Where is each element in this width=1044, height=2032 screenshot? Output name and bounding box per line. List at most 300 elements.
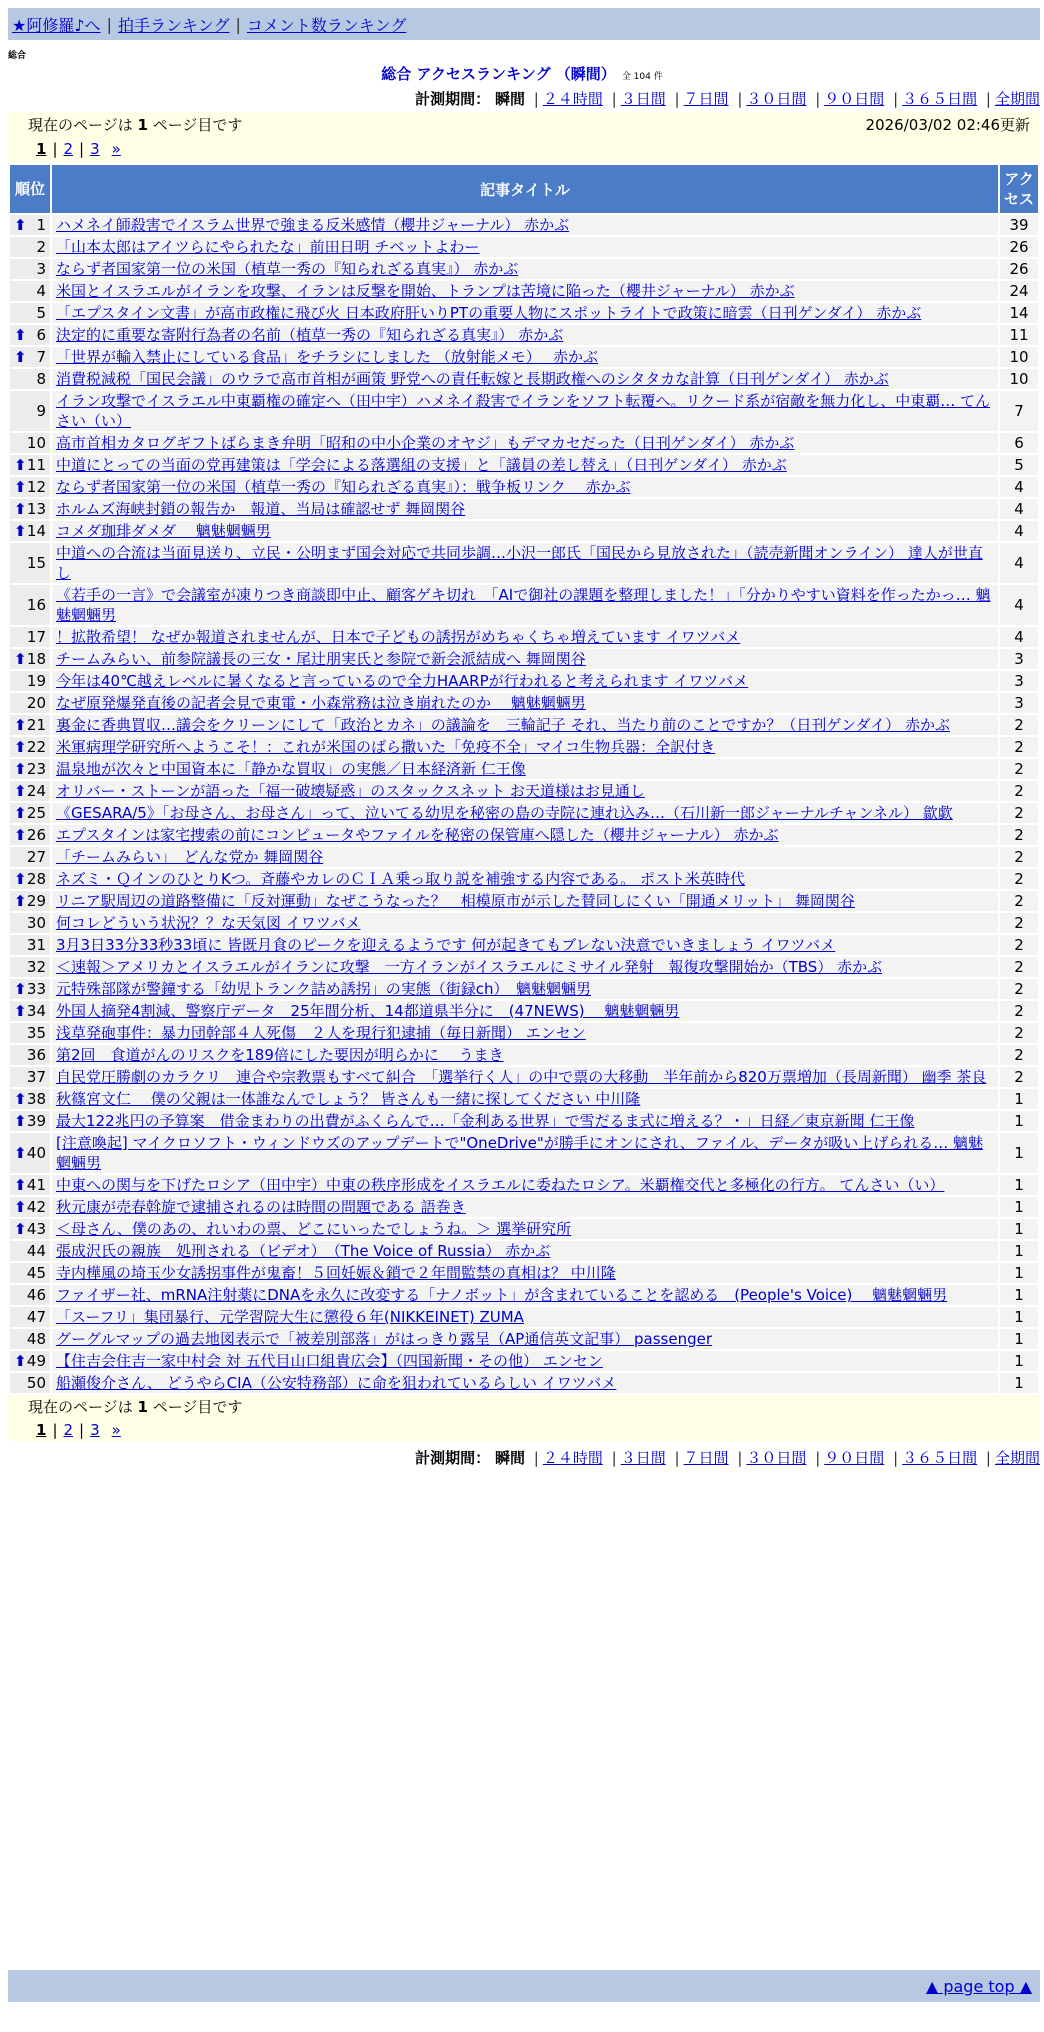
title-cell [52, 1329, 998, 1349]
table-row [10, 847, 1038, 867]
table-row [10, 781, 1038, 801]
home-link[interactable]: ★阿修羅♪へ [12, 15, 101, 35]
table-row [10, 1023, 1038, 1043]
title-cell [52, 759, 998, 779]
article-link[interactable]: 「チームみらい」 どんな党か 舞岡関谷 [56, 848, 324, 866]
title-cell [52, 957, 998, 977]
table-row [10, 715, 1038, 735]
period-all-link[interactable]: 全期間 [994, 1449, 1040, 1467]
rank-number: 15 [26, 554, 46, 572]
access-count: 7 [1000, 391, 1038, 431]
access-count: 2 [1000, 979, 1038, 999]
rank-number: 22 [26, 738, 46, 756]
page-title: 総合 アクセスランキング （瞬間） [381, 65, 616, 83]
rank-cell [10, 1219, 50, 1239]
rank-up-arrow-icon: ⬆ [14, 1002, 27, 1020]
ranking-table-body [10, 215, 1038, 1393]
title-cell [52, 1111, 998, 1131]
rank-cell [10, 391, 50, 431]
access-count: 2 [1000, 781, 1038, 801]
title-cell [52, 649, 998, 669]
rank-number: 14 [26, 522, 46, 540]
title-cell [52, 1351, 998, 1371]
rank-cell [10, 1373, 50, 1393]
table-row [10, 935, 1038, 955]
rank-cell [10, 1001, 50, 1021]
title-cell [52, 869, 998, 889]
rank-cell [10, 715, 50, 735]
access-count: 1 [1000, 1089, 1038, 1109]
article-link[interactable]: 寺内樺風の埼玉少女誘拐事件が鬼畜！５回妊娠＆鎖で２年間監禁の真相は？ 中川隆 [56, 1264, 616, 1282]
table-row [10, 1067, 1038, 1087]
table-row [10, 737, 1038, 757]
title-cell [52, 1175, 998, 1195]
access-count: 1 [1000, 1373, 1038, 1393]
rank-up-arrow-icon: ⬆ [14, 1176, 27, 1194]
access-count: 1 [1000, 1307, 1038, 1327]
rank-up-arrow-icon: ⬆ [14, 1198, 27, 1216]
rank-number: 13 [26, 500, 46, 518]
rank-cell [10, 891, 50, 911]
access-count: 26 [1000, 237, 1038, 257]
page-2-link[interactable]: 2 [63, 1420, 74, 1439]
rank-cell [10, 215, 50, 235]
rank-cell [10, 869, 50, 889]
title-cell [52, 391, 998, 431]
bottom-bar [8, 1970, 1040, 2002]
access-count: 26 [1000, 259, 1038, 279]
pagination-bottom: 1 | 2 | 3 » [36, 1420, 121, 1439]
title-cell [52, 1263, 998, 1283]
rank-cell [10, 847, 50, 867]
article-link[interactable]: 秋篠宮文仁 僕の父親は一体誰なんでしょう？ 皆さんも一緒に探してください 中川隆 [56, 1090, 641, 1108]
table-row [10, 1351, 1038, 1371]
table-row [10, 369, 1038, 389]
article-link[interactable]: 消費税減税「国民会議」のウラで高市首相が画策 野党への責任転嫁と長期政権へのシタタカな計算（日刊ゲンダイ） 赤かぶ [56, 370, 889, 388]
table-row [10, 825, 1038, 845]
rank-up-arrow-icon: ⬆ [14, 456, 27, 474]
table-row [10, 1175, 1038, 1195]
period-365d-link[interactable]: ３６５日間 [902, 1449, 978, 1467]
access-count: 2 [1000, 737, 1038, 757]
rank-cell [10, 1023, 50, 1043]
table-row [10, 1307, 1038, 1327]
title-cell [52, 1001, 998, 1021]
rank-cell [10, 627, 50, 647]
table-row [10, 391, 1038, 431]
access-count: 1 [1000, 1111, 1038, 1131]
article-link[interactable]: 元特殊部隊が警鐘する「幼児トランク詰め誘拐」の実態（街録ch） 魑魅魍魎男 [56, 980, 591, 998]
table-row [10, 803, 1038, 823]
table-row [10, 693, 1038, 713]
title-cell [52, 215, 998, 235]
period-selector-bottom: 計測期間： 瞬間 | ２４時間 | ３日間 | ７日間 | ３０日間 | ９０日間 | ３６５日間 | 全期間 [415, 1449, 1040, 1467]
table-row [10, 759, 1038, 779]
rank-number: 23 [26, 760, 46, 778]
rank-up-arrow-icon: ⬆ [14, 478, 27, 496]
access-count: 4 [1000, 499, 1038, 519]
table-row [10, 1001, 1038, 1021]
rank-cell [10, 825, 50, 845]
article-link[interactable]: 外国人摘発4割減、警察庁データ 25年間分析、14都道県半分に (47NEWS) 魑魅魍魎男 [56, 1002, 680, 1020]
page-2-link[interactable]: 2 [63, 139, 74, 158]
rank-up-arrow-icon: ⬆ [14, 870, 27, 888]
article-link[interactable]: コメダ珈琲ダメダ 魑魅魍魎男 [56, 522, 271, 540]
title-cell [52, 369, 998, 389]
article-link[interactable]: 「スーフリ」集団暴行、元学習院大生に懲役６年(NIKKEINET) ZUMA [56, 1308, 524, 1326]
rank-number: 12 [26, 478, 46, 496]
access-count: 2 [1000, 847, 1038, 867]
rank-header: 順位 [10, 165, 50, 213]
rank-number: 28 [26, 870, 46, 888]
ranking-table [8, 163, 1040, 1395]
rank-cell [10, 1307, 50, 1327]
access-count: 1 [1000, 1263, 1038, 1283]
table-row [10, 499, 1038, 519]
article-link[interactable]: 温泉地が次々と中国資本に「静かな買収」の実態／日本経済新 仁王像 [56, 760, 526, 778]
rank-cell [10, 1329, 50, 1349]
article-link[interactable]: 中道への合流は当面見送り、立民・公明まず国会対応で共同歩調…小沢一郎氏「国民から見放された」（読売新聞オンライン） 達人が世直し [56, 544, 983, 582]
table-row [10, 303, 1038, 323]
access-count: 2 [1000, 891, 1038, 911]
period-all-link[interactable]: 全期間 [994, 90, 1040, 108]
table-row [10, 913, 1038, 933]
rank-number: 11 [26, 456, 46, 474]
rank-number: 1 [36, 216, 46, 234]
rank-cell [10, 1197, 50, 1217]
access-count: 10 [1000, 369, 1038, 389]
next-page-link[interactable]: » [111, 139, 121, 158]
table-header-row [10, 165, 1038, 213]
title-cell [52, 325, 998, 345]
title-cell [52, 499, 998, 519]
table-row [10, 521, 1038, 541]
rank-cell [10, 1089, 50, 1109]
table-row [10, 1329, 1038, 1349]
period-30d-link[interactable]: ３０日間 [746, 1449, 807, 1467]
title-cell [52, 237, 998, 257]
table-row [10, 869, 1038, 889]
access-count: 2 [1000, 957, 1038, 977]
article-link[interactable]: 《GESARA/5》「お母さん、お母さん」って、泣いてる幼児を秘密の島の寺院に連れ込み…（石川新一郎ジャーナルチャンネル） 歙歔 [56, 804, 953, 822]
rank-number: 37 [26, 1068, 46, 1086]
article-link[interactable]: 何コレどういう状況？？な天気図 イワツバメ [56, 914, 361, 932]
rank-up-arrow-icon: ⬆ [14, 760, 27, 778]
rank-number: 27 [26, 848, 46, 866]
rank-number: 8 [36, 370, 46, 388]
article-link[interactable]: 自民党圧勝劇のカラクリ 連合や宗教票もすべて糾合 「選挙行く人」の中で票の大移動 半年前から820万票増加（長周新聞） 幽季 茶良 [56, 1068, 987, 1086]
rank-number: 46 [26, 1286, 46, 1304]
table-row [10, 237, 1038, 257]
rank-number: 3 [36, 260, 46, 278]
page-top-link[interactable]: ▲ page top ▲ [925, 1976, 1032, 1996]
article-link[interactable]: 「エプスタイン文書」が高市政権に飛び火 日本政府肝いりPTの重要人物にスポットライトで政策に暗雲（日刊ゲンダイ） 赤かぶ [56, 304, 922, 322]
article-link[interactable]: 今年は40℃越えレベルに暑くなると言っているので全力HAARPが行われると考えられます イワツバメ [56, 672, 749, 690]
access-count: 2 [1000, 1001, 1038, 1021]
rank-up-arrow-icon: ⬆ [14, 216, 27, 234]
rank-cell [10, 1175, 50, 1195]
access-count: 1 [1000, 1197, 1038, 1217]
article-link[interactable]: 秋元康が売春斡旋で逮捕されるのは時間の問題である 語巻き [56, 1198, 466, 1216]
access-count: 4 [1000, 627, 1038, 647]
period-365d-link[interactable]: ３６５日間 [902, 90, 978, 108]
rank-up-arrow-icon: ⬆ [14, 650, 27, 668]
page-3-link[interactable]: 3 [90, 1420, 100, 1439]
rank-cell [10, 649, 50, 669]
period-90d-link[interactable]: ９０日間 [824, 1449, 885, 1467]
table-row [10, 957, 1038, 977]
rank-number: 31 [26, 936, 46, 954]
access-count: 4 [1000, 543, 1038, 583]
page-1-link[interactable]: 1 [36, 1420, 47, 1439]
access-count: 1 [1000, 1241, 1038, 1261]
access-count: 24 [1000, 281, 1038, 301]
rank-up-arrow-icon: ⬆ [14, 1220, 27, 1238]
table-row [10, 979, 1038, 999]
article-link[interactable]: 米軍病理学研究所へようこそ！：これが米国のばら撒いた「免疫不全」マイコ生物兵器：全訳付き [56, 738, 716, 756]
access-count: 2 [1000, 869, 1038, 889]
table-row [10, 1089, 1038, 1109]
article-link[interactable]: 浅草発砲事件：暴力団幹部４人死傷 ２人を現行犯逮捕（毎日新聞） エンセン [56, 1024, 586, 1042]
article-link[interactable]: 張成沢氏の親族 処刑される（ビデオ） （The Voice of Russia） 赤かぶ [56, 1242, 551, 1260]
rank-up-arrow-icon: ⬆ [14, 1090, 27, 1108]
rank-number: 20 [26, 694, 46, 712]
rank-cell [10, 781, 50, 801]
rank-cell [10, 499, 50, 519]
rank-number: 21 [26, 716, 46, 734]
rank-number: 7 [36, 348, 46, 366]
current-page-text: 現在のページは 1 ページ目です [28, 1398, 243, 1416]
access-count: 2 [1000, 825, 1038, 845]
title-cell [52, 477, 998, 497]
table-row [10, 1197, 1038, 1217]
rank-cell [10, 737, 50, 757]
period-3d-link[interactable]: ３日間 [620, 90, 666, 108]
article-link[interactable]: 《若手の一言》で会議室が凍りつき商談即中止、顧客ゲキ切れ 「AIで御社の課題を整理しました！｣「分かりやすい資料を作ったかっ… 魑魅魍魎男 [56, 586, 991, 624]
article-link[interactable]: イラン攻撃でイスラエル中東覇権の確定へ（田中宇）ハメネイ殺害でイランをソフト転覆へ。リクード系が宿敵を無力化し、中東覇… てんさい（い） [56, 392, 991, 430]
rank-cell [10, 237, 50, 257]
rank-number: 29 [26, 892, 46, 910]
article-link[interactable]: なぜ原発爆発直後の記者会見で東電・小森常務は泣き崩れたのか 魑魅魍魎男 [56, 694, 586, 712]
article-link[interactable]: 中道にとっての当面の党再建策は「学会による落選組の支援」と「議員の差し替え」（日刊ゲンダイ） 赤かぶ [56, 456, 787, 474]
title-header: 記事タイトル [52, 165, 998, 213]
article-link[interactable]: 「山本太郎はアイツらにやられたな」前田日明 チベットよわー [56, 238, 480, 256]
rank-up-arrow-icon: ⬆ [14, 738, 27, 756]
article-link[interactable]: リニア駅周辺の道路整備に「反対運動」なぜこうなった？ 相模原市が示した賛同しにくい「開通メリット」 舞岡関谷 [56, 892, 855, 910]
title-cell [52, 847, 998, 867]
rank-number: 9 [36, 402, 46, 420]
period-7d-link[interactable]: ７日間 [683, 1449, 729, 1467]
article-link[interactable]: 船瀬俊介さん、 どうやらCIA（公安特務部）に命を狙われているらしい イワツバメ [56, 1374, 617, 1392]
rank-number: 41 [26, 1176, 46, 1194]
access-count: 1 [1000, 1219, 1038, 1239]
access-count: 4 [1000, 585, 1038, 625]
table-row [10, 891, 1038, 911]
rank-up-arrow-icon: ⬆ [14, 522, 27, 540]
category-label: 総合 [8, 51, 27, 61]
access-count: 2 [1000, 913, 1038, 933]
article-link[interactable]: 【住吉会住吉一家中村会 対 五代目山口組貴広会】（四国新聞・その他） エンセン [56, 1352, 603, 1370]
article-link[interactable]: ＜速報＞アメリカとイスラエルがイランに攻撃 一方イランがイスラエルにミサイル発射 報復攻撃開始か（TBS） 赤かぶ [56, 958, 883, 976]
access-count: 39 [1000, 215, 1038, 235]
table-row [10, 1111, 1038, 1131]
access-count: 5 [1000, 455, 1038, 475]
applause-ranking-link[interactable]: 拍手ランキング [117, 15, 230, 35]
rank-number: 44 [26, 1242, 46, 1260]
count-header: アクセス [1000, 165, 1038, 213]
access-count: 1 [1000, 1175, 1038, 1195]
article-link[interactable]: 中東への関与を下げたロシア（田中宇）中東の秩序形成をイスラエルに委ねたロシア。米覇権交代と多極化の行方。 てんさい（い） [56, 1176, 945, 1194]
article-link[interactable]: [注意喚起] マイクロソフト・ウィンドウズのアップデートで"OneDrive"が勝手にオンにされ、ファイル、データが吸い上げられる… 魑魅魍魎男 [56, 1134, 983, 1172]
access-count: 2 [1000, 1045, 1038, 1065]
rank-up-arrow-icon: ⬆ [14, 326, 27, 344]
table-row [10, 649, 1038, 669]
access-count: 1 [1000, 1285, 1038, 1305]
rank-number: 36 [26, 1046, 46, 1064]
rank-cell [10, 303, 50, 323]
access-count: 4 [1000, 477, 1038, 497]
article-link[interactable]: ネズミ・ＱインのひとりKつ。斉藤やカレのＣＩＡ乗っ取り説を補強する内容である。 ポスト米英時代 [56, 870, 746, 888]
period-90d-link[interactable]: ９０日間 [824, 90, 885, 108]
table-row [10, 671, 1038, 691]
period-current: 瞬間 [494, 1449, 525, 1467]
rank-up-arrow-icon: ⬆ [14, 782, 27, 800]
article-link[interactable]: ファイザー社、mRNA注射薬にDNAを永久に改変する「ナノボット」が含まれていることを認める (People's Voice) 魑魅魍魎男 [56, 1286, 948, 1304]
rank-cell [10, 1351, 50, 1371]
rank-up-arrow-icon: ⬆ [14, 804, 27, 822]
rank-number: 5 [36, 304, 46, 322]
title-cell [52, 1373, 998, 1393]
access-count: 3 [1000, 649, 1038, 669]
article-link[interactable]: ならず者国家第一位の米国（植草一秀の『知られざる真実』） 赤かぶ [56, 260, 519, 278]
rank-cell [10, 521, 50, 541]
rank-cell [10, 671, 50, 691]
rank-number: 33 [26, 980, 46, 998]
updated-timestamp: 2026/03/02 02:46更新 [865, 116, 1030, 134]
separator: | [106, 14, 112, 34]
rank-number: 42 [26, 1198, 46, 1216]
access-count: 2 [1000, 1067, 1038, 1087]
article-link[interactable]: グーグルマップの過去地図表示で「被差別部落」がはっきり露呈（AP通信英文記事） passenger [56, 1330, 713, 1348]
title-cell [52, 347, 998, 367]
access-count: 1 [1000, 1329, 1038, 1349]
rank-number: 24 [26, 782, 46, 800]
access-count: 2 [1000, 935, 1038, 955]
page-info-bottom [8, 1395, 1040, 1441]
article-link[interactable]: 決定的に重要な寄附行為者の名前（植草一秀の『知られざる真実』） 赤かぶ [56, 326, 564, 344]
title-cell [52, 913, 998, 933]
rank-cell [10, 1133, 50, 1173]
title-cell [52, 803, 998, 823]
rank-up-arrow-icon: ⬆ [14, 716, 27, 734]
article-link[interactable]: ！拡散希望！ なぜか報道されませんが、日本で子どもの誘拐がめちゃくちゃ増えています イワツバメ [56, 628, 741, 646]
period-label: 計測期間： [415, 90, 491, 108]
rank-number: 30 [26, 914, 46, 932]
article-link[interactable]: 「世界が輸入禁止にしている食品」をチラシにしました （放射能メモ） 赤かぶ [56, 348, 599, 366]
article-link[interactable]: 最大122兆円の予算案 借金まわりの出費がふくらんで…「金利ある世界」で雪だるま式に増える？・」日経／東京新聞 仁王像 [56, 1112, 915, 1130]
rank-cell [10, 1045, 50, 1065]
article-link[interactable]: 第2回 食道がんのリスクを189倍にした要因が明らかに うまき [56, 1046, 504, 1064]
title-cell [52, 891, 998, 911]
rank-number: 38 [26, 1090, 46, 1108]
period-30d-link[interactable]: ３０日間 [746, 90, 807, 108]
article-link[interactable]: オリバー・ストーンが語った「福一破壊疑惑」のスタックスネット お天道様はお見通し [56, 782, 645, 800]
rank-cell [10, 1241, 50, 1261]
period-3d-link[interactable]: ３日間 [620, 1449, 666, 1467]
rank-number: 26 [26, 826, 46, 844]
rank-number: 19 [26, 672, 46, 690]
title-cell [52, 1067, 998, 1087]
access-count: 6 [1000, 433, 1038, 453]
period-24h-link[interactable]: ２４時間 [542, 90, 603, 108]
rank-cell [10, 455, 50, 475]
total-count: 全 104 件 [621, 72, 663, 82]
access-count: 3 [1000, 693, 1038, 713]
table-row [10, 627, 1038, 647]
access-count: 11 [1000, 325, 1038, 345]
rank-up-arrow-icon: ⬆ [14, 892, 27, 910]
table-row [10, 325, 1038, 345]
table-row [10, 215, 1038, 235]
page-title-block [0, 63, 1044, 84]
separator: | [235, 14, 241, 34]
rank-number: 35 [26, 1024, 46, 1042]
rank-cell [10, 543, 50, 583]
article-link[interactable]: ＜母さん、僕のあの、れいわの票、どこにいったでしょうね。＞ 選挙研究所 [56, 1220, 572, 1238]
article-link[interactable]: 米国とイスラエルがイランを攻撃、イランは反撃を開始、トランプは苦境に陥った（櫻井ジャーナル） 赤かぶ [56, 282, 795, 300]
rank-up-arrow-icon: ⬆ [14, 1112, 27, 1130]
title-cell [52, 585, 998, 625]
access-count: 2 [1000, 715, 1038, 735]
title-cell [52, 715, 998, 735]
title-cell [52, 1285, 998, 1305]
table-row [10, 281, 1038, 301]
article-link[interactable]: ホルムズ海峡封鎖の報告か 報道、当局は確認せず 舞岡関谷 [56, 500, 466, 518]
title-cell [52, 259, 998, 279]
article-link[interactable]: チームみらい、前参院議長の三女・尾辻朋実氏と参院で新会派結成へ 舞岡関谷 [56, 650, 586, 668]
title-cell [52, 543, 998, 583]
rank-up-arrow-icon: ⬆ [14, 500, 27, 518]
rank-cell [10, 259, 50, 279]
rank-cell [10, 325, 50, 345]
period-current: 瞬間 [494, 90, 525, 108]
title-cell [52, 1089, 998, 1109]
comment-ranking-link[interactable]: コメント数ランキング [246, 15, 407, 35]
rank-number: 48 [26, 1330, 46, 1348]
rank-cell [10, 281, 50, 301]
rank-number: 18 [26, 650, 46, 668]
title-cell [52, 281, 998, 301]
article-link[interactable]: 3月3日33分33秒33頃に 皆既月食のピークを迎えるようです 何が起きてもブレない決意でいきましょう イワツバメ [56, 936, 836, 954]
next-page-link[interactable]: » [111, 1420, 121, 1439]
article-link[interactable]: 裏金に香典買収…議会をクリーンにして「政治とカネ」の議論を 三輪記子 それ、当たり前のことですか？（日刊ゲンダイ） 赤かぶ [56, 716, 950, 734]
rank-up-arrow-icon: ⬆ [14, 826, 27, 844]
page-1-link[interactable]: 1 [36, 139, 47, 158]
title-cell [52, 781, 998, 801]
rank-number: 50 [26, 1374, 46, 1392]
access-count: 1 [1000, 1351, 1038, 1371]
article-link[interactable]: 高市首相カタログギフトばらまき弁明「昭和の中小企業のオヤジ」もデマカセだった（日刊ゲンダイ） 赤かぶ [56, 434, 795, 452]
period-24h-link[interactable]: ２４時間 [542, 1449, 603, 1467]
article-link[interactable]: ならず者国家第一位の米国（植草一秀の『知られざる真実』）：戦争板リンク 赤かぶ [56, 478, 631, 496]
title-cell [52, 303, 998, 323]
page-3-link[interactable]: 3 [90, 139, 100, 158]
rank-up-arrow-icon: ⬆ [14, 348, 27, 366]
period-7d-link[interactable]: ７日間 [683, 90, 729, 108]
article-link[interactable]: エプスタインは家宅捜索の前にコンピュータやファイルを秘密の保管庫へ隠した（櫻井ジャーナル） 赤かぶ [56, 826, 779, 844]
article-link[interactable]: ハメネイ師殺害でイスラム世界で強まる反米感情（櫻井ジャーナル） 赤かぶ [56, 216, 570, 234]
rank-cell [10, 913, 50, 933]
